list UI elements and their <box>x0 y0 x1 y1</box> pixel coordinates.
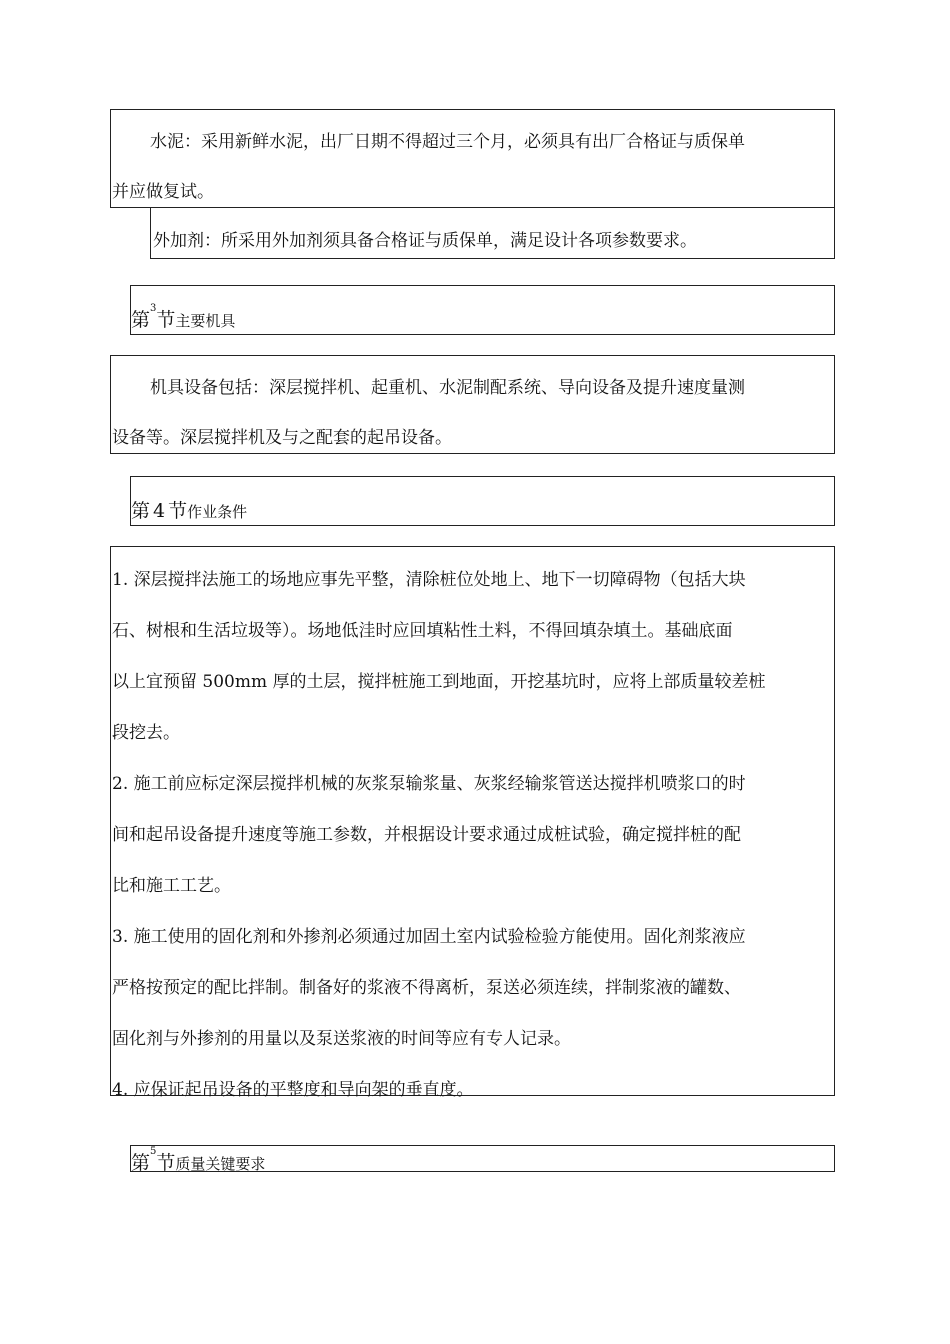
section-title: 主要机具 <box>175 312 236 330</box>
section-3-heading-box <box>130 285 835 335</box>
section-number: 4 <box>153 500 166 522</box>
work-conditions-line: 段挖去。 <box>112 723 180 743</box>
work-conditions-line: 3. 施工使用的固化剂和外掺剂必须通过加固土室内试验检验方能使用。固化剂浆液应 <box>112 927 746 947</box>
machinery-line-1: 机具设备包括：深层搅拌机、起重机、水泥制配系统、导向设备及提升速度量测 <box>150 378 745 398</box>
section-4-heading <box>131 496 247 523</box>
section-number: 3 <box>150 303 157 314</box>
work-conditions-line: 4. 应保证起吊设备的平整度和导向架的垂直度。 <box>112 1080 474 1100</box>
admixture-requirement-line-1: 外加剂：所采用外加剂须具备合格证与质保单，满足设计各项参数要求。 <box>153 231 697 251</box>
section-suffix: 节 <box>168 500 188 522</box>
cement-requirement-line-2: 并应做复试。 <box>112 182 214 202</box>
work-conditions-line: 比和施工工艺。 <box>112 876 231 896</box>
section-title: 作业条件 <box>187 503 248 521</box>
section-title: 质量关键要求 <box>175 1155 266 1173</box>
section-prefix: 第 <box>131 1152 151 1174</box>
cement-requirement-line-1: 水泥：采用新鲜水泥，出厂日期不得超过三个月，必须具有出厂合格证与质保单 <box>150 132 745 152</box>
section-3-heading <box>131 305 235 332</box>
cement-requirement-box <box>110 109 835 208</box>
section-suffix: 节 <box>156 309 176 331</box>
work-conditions-text <box>112 568 832 1100</box>
work-conditions-line: 石、树根和生活垃圾等）。场地低洼时应回填粘性土料，不得回填杂填土。基础底面 <box>112 621 733 641</box>
work-conditions-line: 严格按预定的配比拌制。制备好的浆液不得离析，泵送必须连续，拌制浆液的罐数、 <box>112 978 741 998</box>
section-5-heading <box>131 1148 265 1175</box>
work-conditions-line: 2. 施工前应标定深层搅拌机械的灰浆泵输浆量、灰浆经输浆管送达搅拌机喷浆口的时 <box>112 774 746 794</box>
work-conditions-line: 间和起吊设备提升速度等施工参数，并根据设计要求通过成桩试验，确定搅拌桩的配 <box>112 825 741 845</box>
work-conditions-line: 以上宜预留 500mm 厚的土层，搅拌桩施工到地面，开挖基坑时，应将上部质量较差桩 <box>112 672 766 692</box>
section-number: 5 <box>150 1146 157 1157</box>
section-prefix: 第 <box>131 500 151 522</box>
work-conditions-line: 固化剂与外掺剂的用量以及泵送浆液的时间等应有专人记录。 <box>112 1029 571 1049</box>
section-suffix: 节 <box>156 1152 176 1174</box>
section-prefix: 第 <box>131 309 151 331</box>
work-conditions-line: 1. 深层搅拌法施工的场地应事先平整，清除桩位处地上、地下一切障碍物（包括大块 <box>112 570 746 590</box>
machinery-line-2: 设备等。深层搅拌机及与之配套的起吊设备。 <box>112 428 452 448</box>
